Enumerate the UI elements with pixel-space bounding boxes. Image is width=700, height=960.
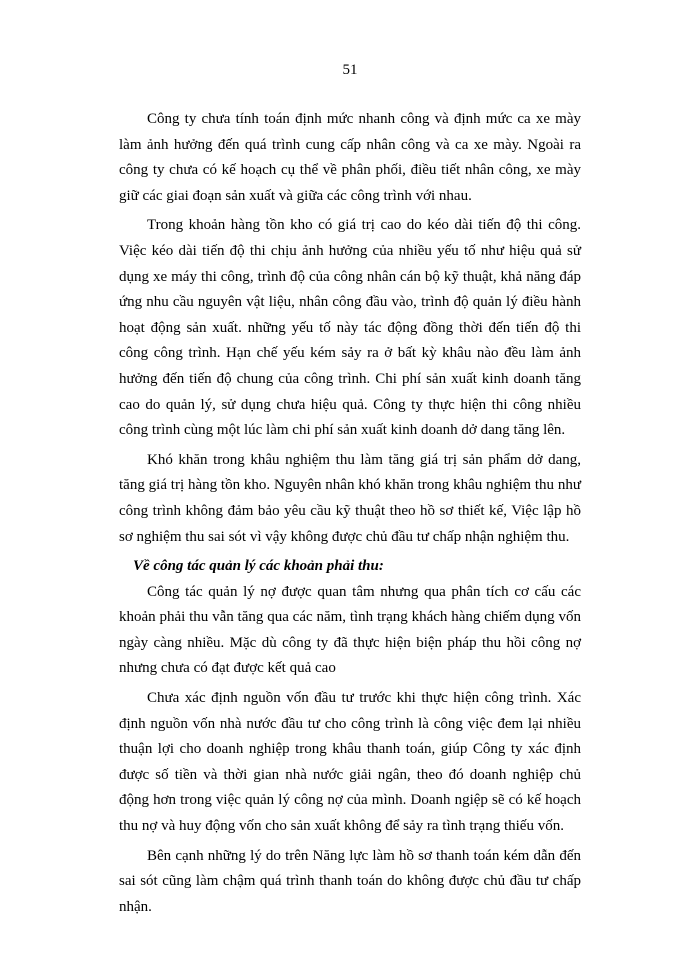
paragraph: Công ty chưa tính toán định mức nhanh công và định mức ca xe mày làm ảnh hưởng đến quá trình cung cấp nhân công và ca xe mày. Ngoài ra công ty chưa có kế hoạch cụ thể về phân phối, điều tiết nhân công, xe mày giữ các giai đoạn sản xuất và giữa các công trình với nhau. (119, 111, 581, 204)
section-heading: Về công tác quản lý các khoản phải thu: (133, 558, 384, 575)
body-text (119, 107, 581, 924)
paragraph: Chưa xác định nguồn vốn đầu tư trước khi thực hiện công trình. Xác định nguồn vốn nhà nước đầu tư cho công trình là công việc đem lại nhiều thuận lợi cho doanh nghiệp trong khâu thanh toán, giúp Công ty xác định được số tiền và thời gian nhà nước giải ngân, theo đó doanh nghiệp chủ động hơn trong việc quản lý công nợ của mình. Doanh ngiệp sẽ có kế hoạch thu nợ và huy động vốn cho sản xuất không để sảy ra tình trạng thiếu vốn. (119, 690, 581, 835)
paragraph: Trong khoản hàng tồn kho có giá trị cao do kéo dài tiến độ thi công. Việc kéo dài tiến độ thi chịu ảnh hưởng của nhiều yếu tố như hiệu quả sử dụng xe máy thi công, trình độ của công nhân cán bộ kỹ thuật, khả năng đáp ứng nhu cầu nguyên vật liệu, nhân công đầu vào, trình độ quản lý điều hành hoạt động sản xuất. những yếu tố này tác động đồng thời đến tiến độ thi công công trình. Hạn chế yếu kém sảy ra ở bất kỳ khâu nào đều làm ảnh hưởng đến tiến độ chung của công trình. Chi phí sản xuất kinh doanh tăng cao do quản lý, sử dụng chưa hiệu quả. Công ty thực hiện thi công nhiều công trình cùng một lúc làm chi phí sản xuất kinh doanh dở dang tăng lên. (119, 217, 581, 439)
paragraph: Bên cạnh những lý do trên Năng lực làm hồ sơ thanh toán kém dẫn đến sai sót cũng làm chậm quá trình thanh toán do không được chủ đầu tư chấp nhận. (119, 847, 581, 915)
page-number: 51 (342, 62, 358, 78)
paragraph: Khó khăn trong khâu nghiệm thu làm tăng giá trị sản phẩm dở dang, tăng giá trị hàng tồn kho. Nguyên nhân khó khăn trong khâu nghiệm thu như công trình không đảm bảo yêu cầu kỹ thuật theo hồ sơ thiết kế, Việc lập hồ sơ nghiệm thu sai sót vì vậy không được chủ đầu tư chấp nhận nghiệm thu. (119, 451, 581, 545)
paragraph: Công tác quản lý nợ được quan tâm nhưng qua phân tích cơ cấu các khoản phải thu vẫn tăng qua các năm, tình trạng khách hàng chiếm dụng vốn ngày càng nhiều. Mặc dù công ty đã thực hiện biện pháp thu hồi công nợ nhưng chưa có đạt được kết quả cao (119, 583, 581, 677)
